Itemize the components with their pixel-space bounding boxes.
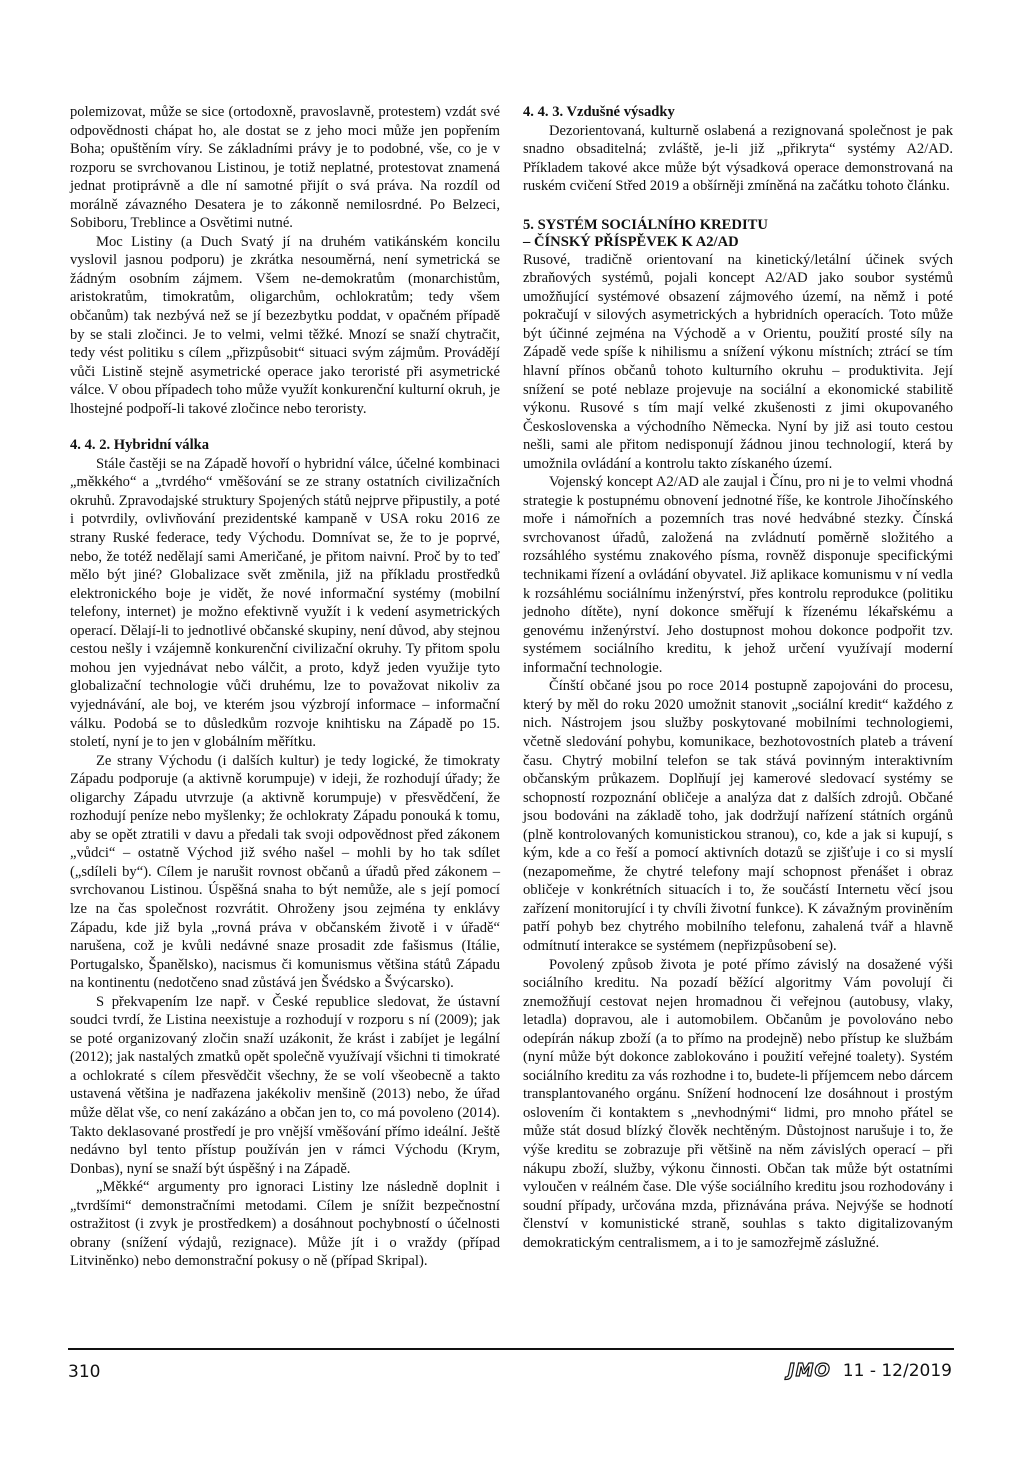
issue-number: 11 - 12/2019 bbox=[842, 1360, 952, 1381]
left-column bbox=[70, 103, 500, 1271]
section-heading-line-1: 5. SYSTÉM SOCIÁLNÍHO KREDITU bbox=[523, 216, 768, 233]
paragraph: Dezorientovaná, kulturně oslabená a rezignovaná společnost je pak snadno obsaditelná; zvláště, je-li již „přikryta“ systémy A2/AD. Příkladem takové akce může být výsadková operace demonstrovaná na ruském cvičení Střed 2019 a obšírněji zmíněná na začátku tohoto článku. bbox=[523, 122, 953, 195]
paragraph: Čínští občané jsou po roce 2014 postupně zapojováni do procesu, který by měl do roku 2020 umožnit stanovit „sociální kredit“ každého z nich. Nástrojem jsou služby poskytované mobilními technologiemi, včetně sledování pohybu, komunikace, bezhotovostních plateb a trávení času. Chytrý mobilní telefon se tak stává povinným interaktivním občanským průkazem. Doplňují jej kamerové sledovací systémy se schopností rozpoznání obličeje a analýza dat z dalších zdrojů. Občané jsou bodováni na základě toho, jak dodržují nařízení státních orgánů (plně kontrolovaných komunistickou stranou), co, kde a jak si kupují, s kým, kde a co řeší a pomocí aktivních dotazů se zjišťuje i co si myslí (nezapomeňme, že chytré telefony mají schopnost přenášet i obraz obličeje v konkrétních situacích i to, že součástí Internetu věcí jsou zařízení monitorující i ty chvíli životní funkce). K závažným proviněním patří pohyb bez chytrého mobilního telefonu, zahalená tvář a hlavně odmítnutí interakce se systémem (nepřizpůsobení se). bbox=[523, 678, 953, 954]
paragraph: Moc Listiny (a Duch Svatý jí na druhém vatikánském koncilu vyslovil jasnou podporu) je zkrátka nesouměrná, není symetrická se žádným osobním zájmem. Všem ne-demokratům (monarchistům, aristokratům, timokratům, oligarchům, ochlokratům; tedy všem občanům) tak nezbývá než se jí bezezbytku poddat, v opačném případě by se stali zločinci. Je to velmi, velmi těžké. Mnozí se snaží chytračit, tedy vést politiku s cílem „přizpůsobit“ situaci svým zájmům. Provádějí vůči Listině stejně asymetrické operace jako teroristé při asymetrické válce. V obou případech toho může využít konkurenční kulturní okruh, je lhostejné podpoří-li takové zločince nebo teroristy. bbox=[70, 233, 500, 417]
paragraph: Rusové, tradičně orientovaní na kinetický/letální účinek svých zbraňových systémů, pojali koncept A2/AD jako soubor systémů umožňující systémové obsazení zájmového území, na němž i poté pokračují v silových asymetrických a hybridních operacích. Toto může být účinné zejména na Východě a v Orientu, použití prosté síly na Západě vede spíše k nihilismu a snížení výkonu místních; ztrácí se tím hlavní přínos občanů tohoto kulturního okruhu – produktivita. Její snížení se poté neblaze projevuje na sociální a ekonomické stabilitě výkonu. Rusové s tím mají velké zkušenosti z jimi okupovaného Československa a východního Německa. Nyní by již asi touto cestou nešli, sami ale přitom nedisponují žádnou jinou technologií, která by umožnila ovládání a kontrolu takto získaného území. bbox=[523, 251, 953, 472]
section-heading-line-2: – ČÍNSKÝ PŘÍSPĚVEK K A2/AD bbox=[523, 233, 739, 250]
paragraph: S překvapením lze např. v České republice sledovat, že ústavní soudci tvrdí, že Listina neexistuje a rozhodují v rozporu s ní (2009); jak se poté organizovaný zločin snaží uzákonit, že krást i zabíjet je legální (2012); jak nastalých zmatků opět společně využívají všichni ti timokraté a ochlokraté s cílem přesvědčit všechny, že se volí všeobecně a takto ustavená většina je nadřazena jakékoliv menšině (2013) nebo, že úřad může dělat vše, co není zakázáno a občan jen to, co má povoleno (2014). Takto deklasované prostředí je pro vnější vměšování přímo ideální. Ještě nedávno byl tento přístup používán jen v rámci Východu (Krym, Donbas), nyní se snaží být úspěšný i na Západě. bbox=[70, 993, 500, 1177]
footer-divider bbox=[68, 1348, 954, 1350]
right-column bbox=[523, 103, 953, 1252]
section-heading bbox=[523, 217, 953, 251]
paragraph: Stále častěji se na Západě hovoří o hybridní válce, účelné kombinaci „měkkého“ a „tvrdého“ vměšování se ze strany ostatních civilizačních okruhů. Zpravodajské struktury Spojených států nejprve připustily, a poté i potvrdily, ovlivňování prezidentské kampaně v USA roku 2016 ze strany Ruské federace, tedy Východu. Domnívat se, že to je poprvé, nebo, že totéž nedělají sami Američané, je přitom naivní. Proč by to teď mělo být jiné? Globalizace svět změnila, již na příkladu prostředků elektronického boje je vidět, že nové informační systémy (mobilní telefony, internet) je možno efektivně využít i k vedení asymetrických operací. Dělají-li to jednotlivé občanské skupiny, není důvod, aby stejnou cestou nešly i vzájemně konkurenční civilizační okruhy. Ty přitom spolu mohou jen vyjednávat nebo válčit, a proto, když jeden využije tyto globalizační technologie vůči druhému, lze to považovat nikoliv za vyjednávání, ale boj, ve kterém jsou výzbrojí informace – informační válku. Podobá se to důsledkům rozvoje knihtisku na Západě po 15. století, nyní je to jen v globálním měřítku. bbox=[70, 455, 500, 751]
subsection-heading: 4. 4. 2. Hybridní válka bbox=[70, 437, 210, 454]
subsection-heading: 4. 4. 3. Vzdušné výsadky bbox=[523, 104, 675, 120]
footer-issue bbox=[788, 1360, 952, 1381]
paragraph: „Měkké“ argumenty pro ignoraci Listiny lze následně doplnit i „tvrdšími“ demonstračními metodami. Cílem je snížit bezpečnostní ostražitost (i zvyk je prostředkem) a dosáhnout pochybností o účelnosti obrany (snížení výdajů, rezignace). Může jít i o vraždy (případ Litviněnko) nebo demonstrační pokusy o ně (případ Skripal). bbox=[70, 1179, 500, 1270]
paragraph: polemizovat, může se sice (ortodoxně, pravoslavně, protestem) vzdát své odpovědnosti chápat ho, ale dostat se z jeho moci může jen popřením Boha; opuštěním víry. Se základními právy je to podobné, vše, co je v rozporu se svrchovanou Listinou, je totiž neplatné, protestovat znamená jednat protiprávně a dle ní samotné přijít o svá práva. Na rozdíl od morálně závazného Desatera je to zákonně nemilosrdné. Po Belzeci, Sobiboru, Treblince a Osvětimi nutné. bbox=[70, 104, 500, 232]
paragraph: Ze strany Východu (i dalších kultur) je tedy logické, že timokraty Západu podporuje (a aktivně korumpuje) v ideji, že rozhodují úřady; že oligarchy Západu utvrzuje (a aktivně korumpuje) v přesvědčení, že rozhodují peníze nebo myšlenky; že ochlokraty Západu ponouká k tomu, aby se opět ztratili v davu a předali tak svoji odpovědnost před zákonem „vůdci“ – ostatně Východ již svého našel – mohli by ho tak sdílet („sdíleli by“). Cílem je narušit rovnost občanů a úřadů před zákonem – svrchovanou Listinou. Úspěšná snaha to být nemůže, ale s její pomocí lze na čas společnost rozvrátit. Ohroženy jsou zejména ty enklávy Západu, kde již byla „rovná práva v občanském životě i v úřadě“ narušena, což je kvůli nedávné snaze prosadit zde fašismus (Itálie, Portugalsko, Španělsko), nacismus či komunismus většina států Západu na kontinentu (nedotčeno snad zůstává jen Švédsko a Švýcarsko). bbox=[70, 752, 500, 992]
paragraph: Vojenský koncept A2/AD ale zaujal i Čínu, pro ni je to velmi vhodná strategie k postupnému obnovení jednotné říše, ke kontrole Jihočínského moře i námořních a pozemních tras nové hedvábné stezky. Čínská svrchovanost úřadů, založená na zvládnutí poměrně složitého a rozsáhlého systému znakového písma, rovněž disponuje specifickými technikami řízení a ovládání obyvatel. Již aplikace komunismu v ní vedla k rozsáhlému sociálnímu inženýrství, přes kontrolu reprodukce (politiku jednoho dítěte), nyní dokonce směřují k řízenému lékařskému a genovému inženýrství. Jeho dostupnost mohou dokonce podpořit tzv. systémem sociálního kreditu, k jehož určení využívají moderní informační technologie. bbox=[523, 474, 953, 676]
paragraph: Povolený způsob života je poté přímo závislý na dosažené výši sociálního kreditu. Na pozadí běžící algoritmy Vám povolují či znemožňují cestovat nejen hromadnou či veřejnou (autobusy, vlaky, letadla) dopravou, ale i automobilem. Občanům je povolováno nebo odepírán nákup zboží (a to přímo na prodejně) nebo přístup ke službám (nyní může být dokonce zablokováno i použití veřejné toalety). Systém sociálního kreditu za vás rozhodne i to, budete-li příjemcem nebo dárcem transplantovaného orgánu. Snížení hodnocení lze dosáhnout i prostým oslovením či kontaktem s „nevhodnými“ lidmi, pro mnoho přátel se může stát dosud blízký člověk nechtěným. Důstojnost narušuje i to, že výše kreditu se zobrazuje při většině na něm závislých operací – při nákupu zboží, služby, výkonu činnosti. Občan tak může být ostatními vyloučen v reálném čase. Dle výše sociálního kreditu jsou rozhodovány i soudní případy, určována mzda, přiznávána práva. Nejvýše se hodnotí členství v komunistické straně, souhlas s takto digitalizovaným demokratickým centralismem, a i to je samozřejmě záslužné. bbox=[523, 956, 953, 1251]
page-number: 310 bbox=[68, 1362, 101, 1382]
journal-logo: JMO bbox=[787, 1360, 831, 1381]
